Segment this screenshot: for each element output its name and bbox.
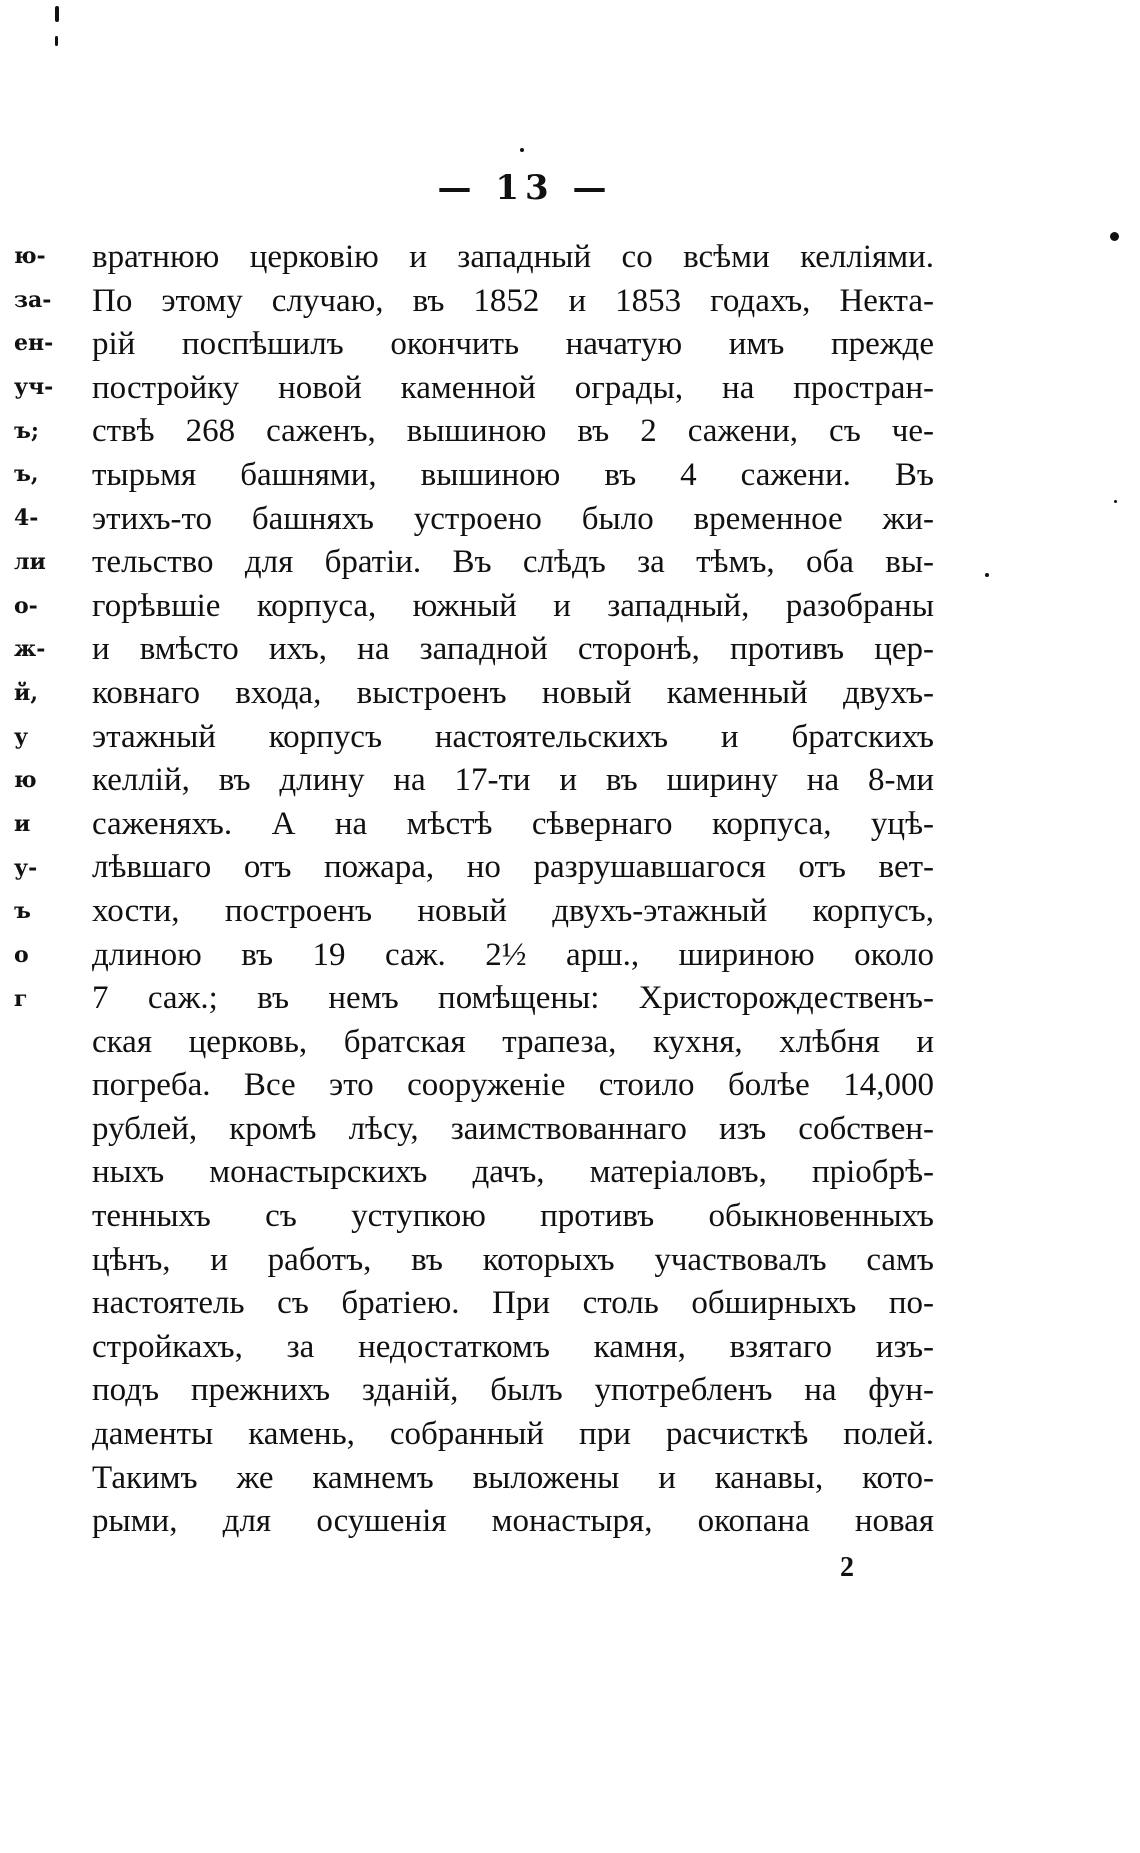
- margin-fragment: ю-: [14, 243, 46, 269]
- text-line: ствѣ 268 саженъ, вышиною въ 2 сажени, съ че-: [92, 413, 934, 450]
- margin-fragment: [14, 1021, 54, 1065]
- page-number-header: — 13 —: [437, 168, 613, 208]
- text-line: этажный корпусъ настоятельскихъ и братскихъ: [92, 718, 934, 755]
- margin-fragment: ли: [14, 548, 46, 575]
- text-line: рыми, для осушенія монастыря, окопана новая: [92, 1503, 934, 1540]
- adjacent-page-margin: [14, 235, 54, 1109]
- text-line: ковнаго входа, выстроенъ новый каменный двухъ-: [92, 674, 934, 711]
- text-line: постройку новой каменной ограды, на простран-: [92, 369, 934, 406]
- text-line: подъ прежнихъ зданій, былъ употребленъ на фун-: [92, 1372, 934, 1409]
- text-line: тельство для братіи. Въ слѣдъ за тѣмъ, оба вы-: [92, 544, 934, 581]
- text-line: и вмѣсто ихъ, на западной сторонѣ, противъ цер-: [92, 631, 934, 668]
- text-line: рублей, кромѣ лѣсу, заимствованнаго изъ собствен-: [92, 1110, 934, 1147]
- body-text: [92, 236, 934, 1544]
- text-line: тенныхъ съ уступкою противъ обыкновенныхъ: [92, 1198, 934, 1235]
- text-line: хости, построенъ новый двухъ-этажный корпусъ,: [92, 892, 934, 929]
- text-line: даменты камень, собранный при расчисткѣ полей.: [92, 1416, 934, 1453]
- text-line: 7 саж.; въ немъ помѣщены: Христорождественъ-: [92, 980, 934, 1017]
- margin-fragment: ж-: [14, 636, 46, 663]
- margin-fragment: ъ: [14, 898, 31, 925]
- text-line: вратнюю церковію и западный со всѣми келліями.: [92, 239, 934, 275]
- text-line: длиною въ 19 саж. 2½ арш., шириною около: [92, 936, 934, 973]
- text-line: этихъ-то башняхъ устроено было временное жи-: [92, 500, 934, 537]
- text-line: келлій, въ длину на 17-ти и въ ширину на 8-ми: [92, 762, 934, 799]
- margin-fragment: ю: [14, 767, 37, 794]
- margin-fragment: й,: [14, 679, 38, 706]
- margin-fragment: о: [14, 942, 29, 968]
- margin-fragment: и: [14, 810, 31, 837]
- text-line: Такимъ же камнемъ выложены и канавы, кото-: [92, 1459, 934, 1496]
- margin-fragment: 4-: [14, 505, 39, 532]
- text-line: По этому случаю, въ 1852 и 1853 годахъ, Некта-: [92, 282, 934, 319]
- margin-fragment: уч-: [14, 374, 54, 401]
- margin-fragment: ен-: [14, 330, 54, 357]
- margin-fragment: ъ;: [14, 417, 39, 444]
- text-line: тырьмя башнями, вышиною въ 4 сажени. Въ: [92, 456, 934, 493]
- text-line: ныхъ монастырскихъ дачъ, матеріаловъ, пріобрѣ-: [92, 1154, 934, 1191]
- text-line: настоятель съ братіею. При столь обширныхъ по-: [92, 1285, 934, 1322]
- margin-fragment: за-: [14, 286, 52, 313]
- text-line: лѣвшаго отъ пожара, но разрушавшагося отъ вет-: [92, 849, 934, 886]
- ink-speck: [985, 573, 989, 577]
- text-line: стройкахъ, за недостаткомъ камня, взятаго изъ-: [92, 1328, 934, 1365]
- margin-fragment: о-: [14, 592, 38, 619]
- ink-speck: [520, 148, 524, 152]
- signature-mark: 2: [840, 1552, 854, 1583]
- text-line: цѣнъ, и работъ, въ которыхъ участвовалъ самъ: [92, 1241, 934, 1278]
- ink-speck: [1114, 500, 1117, 503]
- text-line: саженяхъ. А на мѣстѣ сѣвернаго корпуса, уцѣ-: [92, 805, 934, 842]
- margin-fragment: г: [14, 985, 28, 1012]
- ink-speck: [55, 36, 58, 46]
- text-line: ская церковь, братская трапеза, кухня, хлѣбня и: [92, 1023, 934, 1060]
- ink-speck: [55, 6, 59, 22]
- margin-fragment: ъ,: [14, 461, 39, 488]
- text-line: погреба. Все это сооруженіе стоило болѣе 14,000: [92, 1067, 934, 1104]
- text-line: горѣвшіе корпуса, южный и западный, разобраны: [92, 587, 934, 624]
- margin-fragment: [14, 1065, 54, 1109]
- ink-speck: [1110, 232, 1119, 241]
- text-line: рій поспѣшилъ окончить начатую имъ прежде: [92, 326, 934, 363]
- margin-fragment: у-: [14, 854, 38, 881]
- margin-fragment: у: [14, 723, 29, 750]
